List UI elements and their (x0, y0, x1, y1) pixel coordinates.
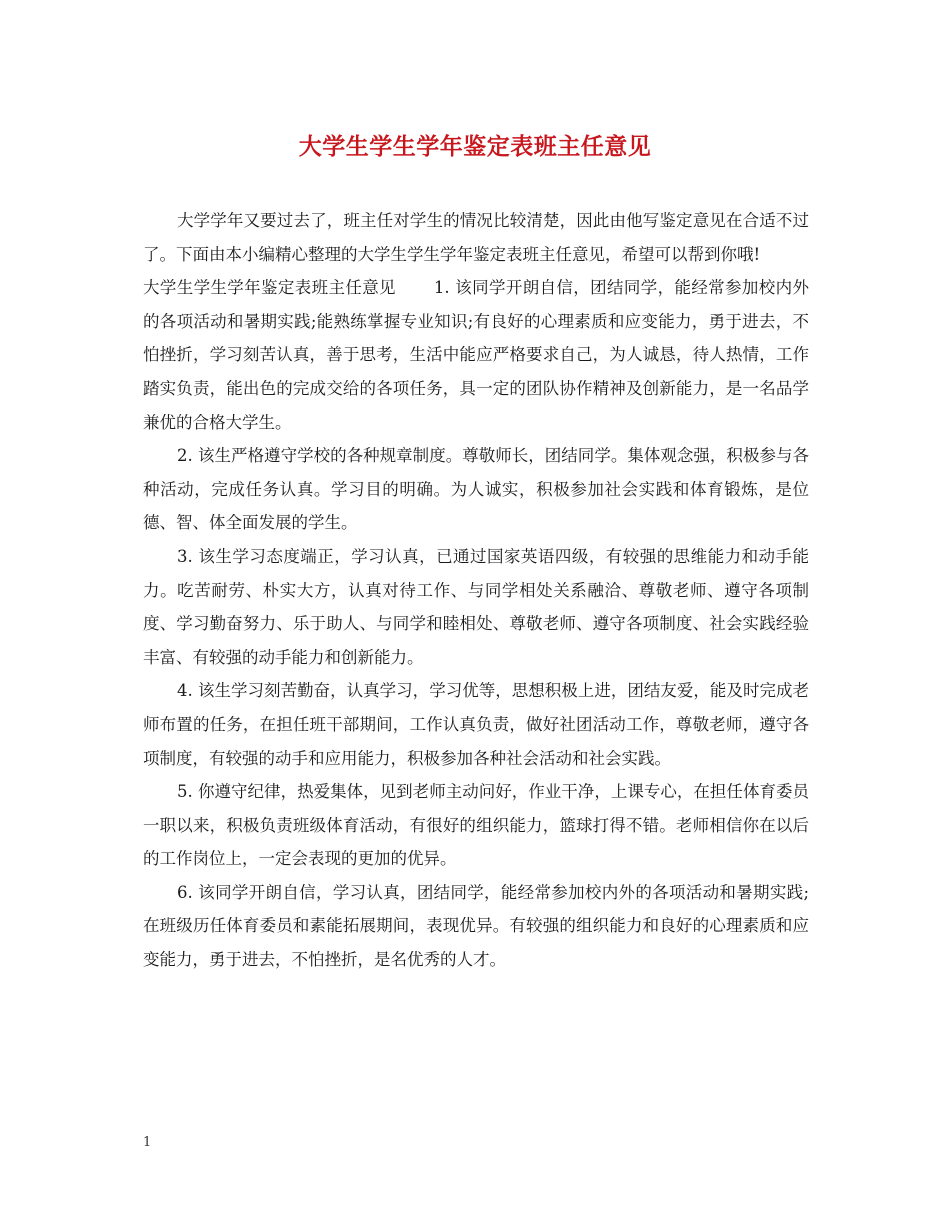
comment-item-2: 2. 该生严格遵守学校的各种规章制度。尊敬师长，团结同学。集体观念强，积极参与各种活动，完成任务认真。学习目的明确。为人诚实，积极参加社会实践和体育锻炼，是位德、智、体全面发展的学生。 (143, 446, 809, 533)
document-title: 大学生学生学年鉴定表班主任意见 (298, 133, 652, 160)
comment-item-6: 6. 该同学开朗自信，学习认真，团结同学，能经常参加校内外的各项活动和暑期实践;在班级历任体育委员和素能拓展期间，表现优异。有较强的组织能力和良好的心理素质和应变能力，勇于进去，不怕挫折，是名优秀的人才。 (143, 882, 809, 970)
comment-item-4: 4. 该生学习刻苦勤奋，认真学习，学习优等，思想积极上进，团结友爱，能及时完成老师布置的任务，在担任班干部期间，工作认真负责，做好社团活动工作，尊敬老师，遵守各项制度，有较强的动手和应用能力，积极参加各种社会活动和社会实践。 (143, 681, 809, 768)
page-number: 1 (143, 1135, 152, 1150)
comment-item-1: 1. 该同学开朗自信，团结同学，能经常参加校内外的各项活动和暑期实践;能熟练掌握专业知识;有良好的心理素质和应变能力，勇于进去，不怕挫折，学习刻苦认真，善于思考，生活中能应严格要求自己，为人诚恳，待人热情，工作踏实负责，能出色的完成交给的各项任务，具一定的团队协作精神及创新能力，是一名品学兼优的合格大学生。 (143, 278, 809, 432)
document-body (143, 204, 809, 977)
intro-paragraph: 大学学年又要过去了，班主任对学生的情况比较清楚，因此由他写鉴定意见在合适不过了。下面由本小编精心整理的大学生学生学年鉴定表班主任意见，希望可以帮到你哦! (143, 211, 809, 264)
comment-item-5: 5. 你遵守纪律，热爱集体，见到老师主动问好，作业干净，上课专心，在担任体育委员一职以来，积极负责班级体育活动，有很好的组织能力，篮球打得不错。老师相信你在以后的工作岗位上，一定会表现的更加的优异。 (143, 782, 809, 869)
section-heading: 大学生学生学年鉴定表班主任意见 (143, 278, 396, 298)
comment-paragraph-1 (143, 271, 809, 439)
comment-item-3: 3. 该生学习态度端正，学习认真，已通过国家英语四级，有较强的思维能力和动手能力。吃苦耐劳、朴实大方，认真对待工作、与同学相处关系融洽、尊敬老师、遵守各项制度、学习勤奋努力、乐于助人、与同学和睦相处、尊敬老师、遵守各项制度、社会实践经验丰富、有较强的动手能力和创新能力。 (143, 546, 809, 667)
